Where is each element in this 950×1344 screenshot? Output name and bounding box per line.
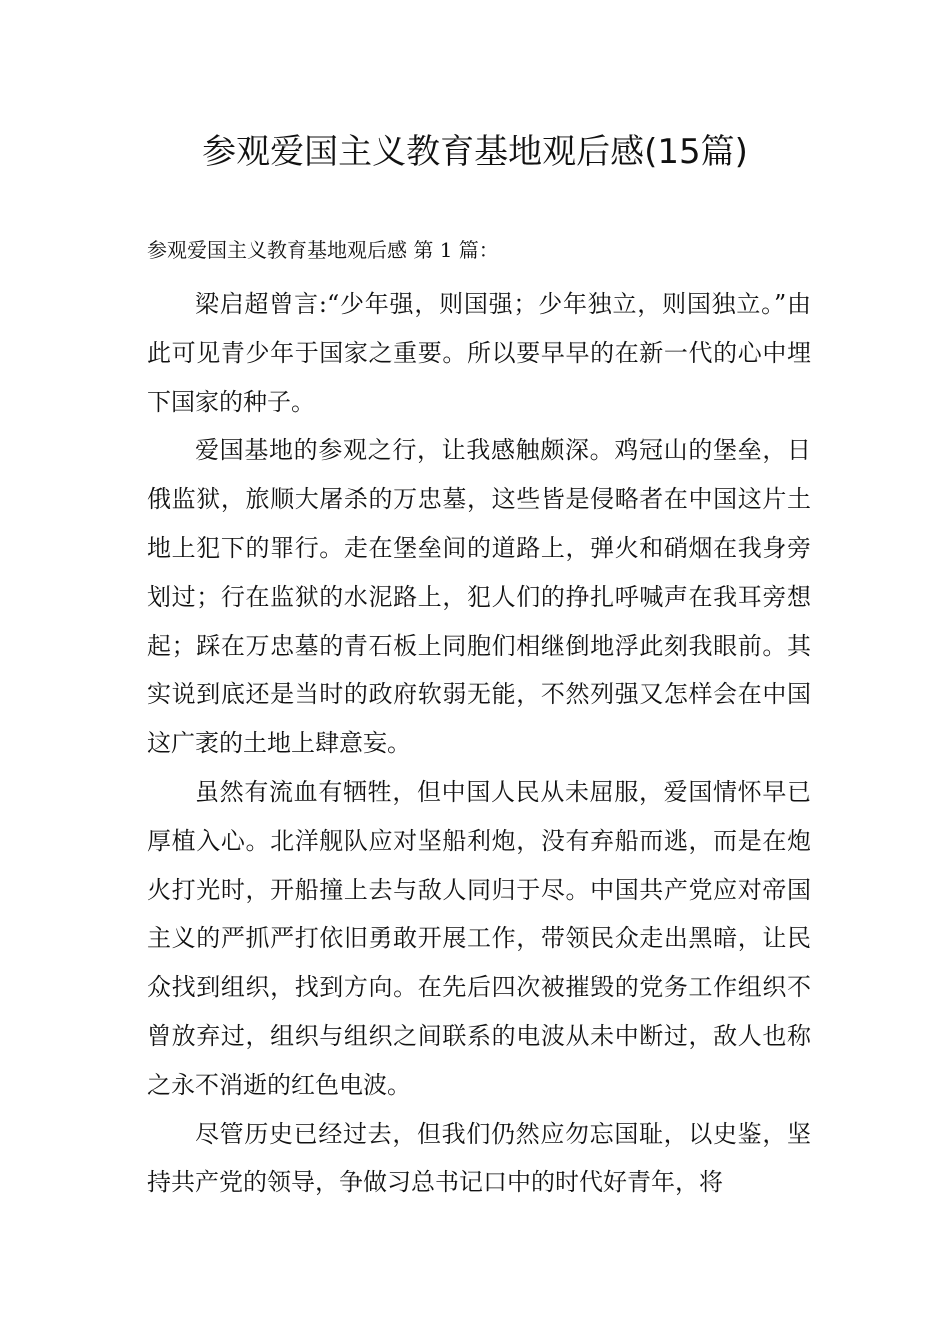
- paragraph: 爱国基地的参观之行，让我感触颇深。鸡冠山的堡垒，日俄监狱，旅顺大屠杀的万忠墓，这些皆是侵略者在中国这片土地上犯下的罪行。走在堡垒间的道路上，弹火和硝烟在我身旁划过；行在监狱的水泥路上，犯人们的挣扎呼喊声在我耳旁想起；踩在万忠墓的青石板上同胞们相继倒地浮此刻我眼前。其实说到底还是当时的政府软弱无能，不然列强又怎样会在中国这广袤的土地上肆意妄。: [147, 436, 811, 758]
- document-title: 参观爱国主义教育基地观后感(15篇): [202, 132, 748, 172]
- paragraph: 尽管历史已经过去，但我们仍然应勿忘国耻，以史鉴，坚持共产党的领导，争做习总书记口中的时代好青年，将: [147, 1119, 811, 1197]
- paragraph: 梁启超曾言:“少年强，则国强；少年独立，则国独立。”由此可见青少年于国家之重要。所以要早早的在新一代的心中埋下国家的种子。: [147, 290, 811, 416]
- section-heading: 参观爱国主义教育基地观后感 第 1 篇：: [147, 238, 499, 262]
- document-body: [147, 280, 811, 1207]
- paragraph: 虽然有流血有牺牲，但中国人民从未屈服，爱国情怀早已厚植入心。北洋舰队应对坚船利炮，没有弃船而逃，而是在炮火打光时，开船撞上去与敌人同归于尽。中国共产党应对帝国主义的严抓严打依旧勇敢开展工作，带领民众走出黑暗，让民众找到组织，找到方向。在先后四次被摧毁的党务工作组织不曾放弃过，组织与组织之间联系的电波从未中断过，敌人也称之永不消逝的红色电波。: [147, 777, 811, 1099]
